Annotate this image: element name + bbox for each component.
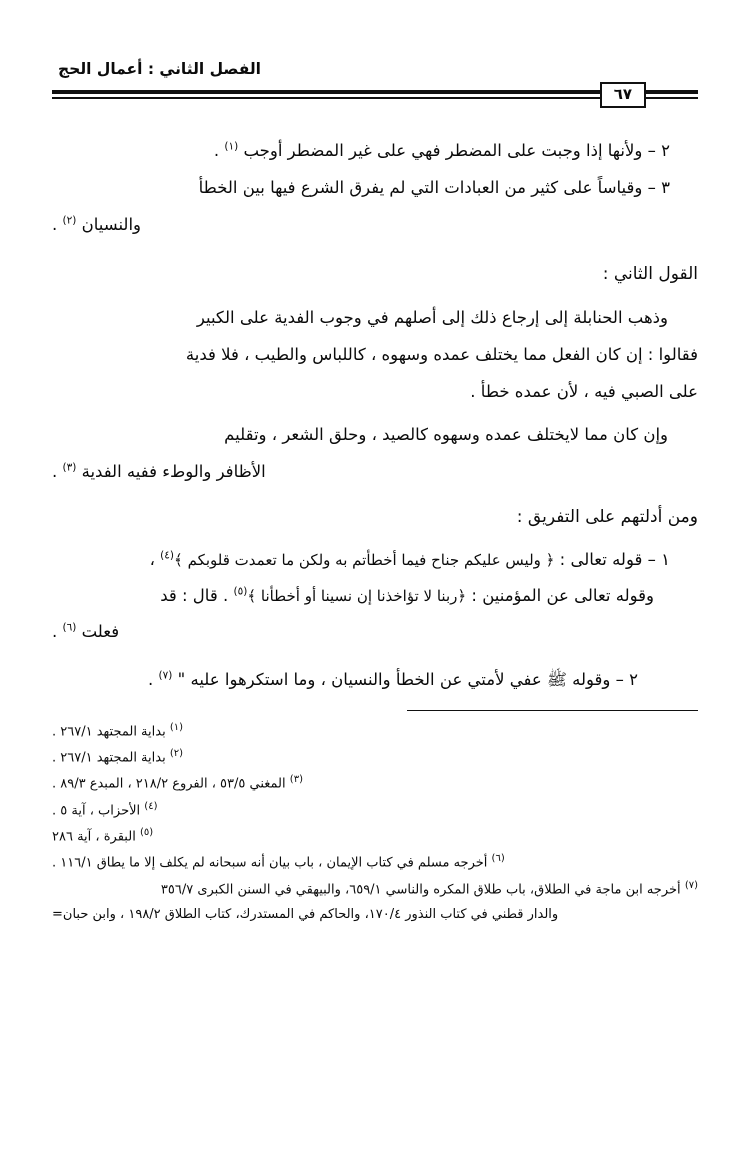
footnote-3-text: المغني ٥٣/٥ ، الفروع ٢١٨/٢ ، المبدع ٨٩/٣ . xyxy=(52,776,286,792)
evidence-heading: ومن أدلتهم على التفريق : xyxy=(516,507,698,527)
point-3-text: ٣ – وقياساً على كثير من العبادات التي لم يفرق الشرع فيها بين الخطأ xyxy=(198,178,670,197)
evidence-1-line-3-sup: (٦) xyxy=(62,621,77,634)
footnote-3-marker: (٣) xyxy=(289,774,303,786)
evidence-2 xyxy=(52,663,698,696)
footnote-4 xyxy=(52,798,698,823)
evidence-1-line-1-sup: (٤) xyxy=(160,549,175,562)
footnotes xyxy=(52,719,698,928)
point-3-cont-sup: (٢) xyxy=(62,214,77,227)
point-3-cont xyxy=(52,208,698,241)
footnote-2-marker: (٢) xyxy=(169,747,184,759)
page-body xyxy=(52,134,698,696)
second-view-heading: القول الثاني : xyxy=(602,264,698,284)
footnote-6-text: أخرجه مسلم في كتاب الإيمان ، باب بيان أنه سبحانه لم يكلف إلا ما يطاق ١١٦/١ . xyxy=(52,855,488,871)
second-paragraph-line-2-tail: . xyxy=(52,462,63,481)
evidence-2-prefix: ٢ – وقوله ﷺ عفي لأمتي عن الخطأ والنسيان ، وما استكرهوا عليه " xyxy=(172,669,638,689)
footnote-1-text: بداية المجتهد ٢٦٧/١ . xyxy=(52,723,166,739)
footnote-6-marker: (٦) xyxy=(491,853,505,865)
page-number: ٦٧ xyxy=(600,82,646,108)
evidence-1-line-1-verse: ﴿ وليس عليكم جناح فيما أخطأتم به ولكن ما تعمدت قلوبكم ﴾ xyxy=(174,551,555,569)
footnote-2 xyxy=(52,745,698,770)
point-2-tail: . xyxy=(213,141,225,160)
second-paragraph-line-2 xyxy=(52,455,698,488)
evidence-1-line-2 xyxy=(52,580,698,612)
footnote-5-marker: (٥) xyxy=(139,827,154,839)
footnote-3 xyxy=(52,771,698,796)
evidence-1-line-3 xyxy=(52,616,698,648)
hanabila-line-3: على الصبي فيه ، لأن عمده خطأ . xyxy=(470,382,698,401)
footnote-2-text: بداية المجتهد ٢٦٧/١ . xyxy=(52,750,166,766)
footnote-6 xyxy=(52,850,698,875)
chapter-title: الفصل الثاني : أعمال الحج xyxy=(58,60,261,78)
second-paragraph-line-2-text: الأظافر والوطء ففيه الفدية xyxy=(76,462,266,481)
footnote-1 xyxy=(52,719,698,744)
point-3-cont-text: والنسيان xyxy=(76,215,142,234)
point-2 xyxy=(52,134,698,167)
footnote-7-continued-text: والدار قطني في كتاب النذور ١٧٠/٤، والحاكم في المستدرك، كتاب الطلاق ١٩٨/٢ ، وابن حبان= xyxy=(52,907,559,923)
footnote-5-text: البقرة ، آية ٢٨٦ xyxy=(52,829,136,845)
evidence-1-line-2-sup: (٥) xyxy=(233,585,248,598)
header-rule xyxy=(52,82,698,108)
page-header xyxy=(52,60,698,78)
footnote-7 xyxy=(52,877,698,902)
footnote-separator xyxy=(407,710,698,711)
footnote-5 xyxy=(52,824,698,849)
footnote-1-marker: (١) xyxy=(169,721,184,733)
evidence-1-line-2-tail: . قال : قد xyxy=(160,586,234,606)
evidence-1-line-3-tail: . xyxy=(52,622,63,642)
evidence-1-line-2-prefix: وقوله تعالى عن المؤمنين : xyxy=(466,586,654,606)
footnote-7-text: أخرجه ابن ماجة في الطلاق، باب طلاق المكره والناسي ٦٥٩/١، والبيهقي في السنن الكبرى ٣٥٦/٧ xyxy=(160,882,681,898)
evidence-1-line-1 xyxy=(52,544,698,576)
evidence-1-line-2-verse: ﴿ربنا لا تؤاخذنا إن نسينا أو أخطأنا ﴾ xyxy=(247,587,467,606)
evidence-1-line-1-tail: ، xyxy=(149,550,161,569)
evidence-1-line-1-prefix: ١ – قوله تعالى : xyxy=(554,550,670,569)
footnote-4-text: الأحزاب ، آية ٥ . xyxy=(52,802,141,818)
hanabila-line-2: فقالوا : إن كان الفعل مما يختلف عمده وسهوه ، كاللباس والطيب ، فلا فدية xyxy=(185,345,698,364)
evidence-2-sup: (٧) xyxy=(158,669,173,682)
footnote-4-marker: (٤) xyxy=(144,800,158,812)
second-paragraph-line-2-sup: (٣) xyxy=(62,461,77,474)
evidence-1-line-3-prefix: فعلت xyxy=(76,622,120,642)
point-2-sup: (١) xyxy=(224,140,239,153)
point-3 xyxy=(52,171,698,204)
footnote-7-marker: (٧) xyxy=(684,879,698,891)
point-2-text: ٢ – ولأنها إذا وجبت على المضطر فهي على غير المضطر أوجب xyxy=(238,141,670,160)
evidence-2-tail: . xyxy=(148,669,159,689)
footnote-7-continued xyxy=(52,903,698,927)
point-3-cont-tail: . xyxy=(52,215,63,234)
second-paragraph-line-1: وإن كان مما لايختلف عمده وسهوه كالصيد ، وحلق الشعر ، وتقليم xyxy=(224,425,668,444)
hanabila-line-1: وذهب الحنابلة إلى إرجاع ذلك إلى أصلهم في وجوب الفدية على الكبير xyxy=(196,308,668,327)
